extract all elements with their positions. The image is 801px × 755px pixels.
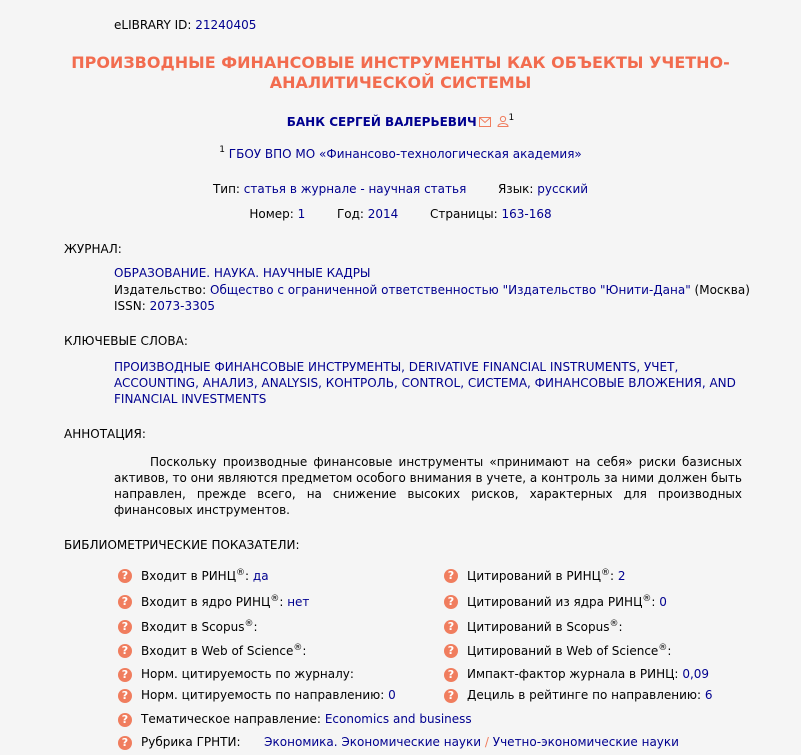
topic-label: Тематическое направление: (141, 712, 321, 726)
registered-mark: ® (609, 619, 619, 629)
registered-mark: ® (642, 594, 652, 604)
registered-mark: ® (601, 568, 610, 578)
question-icon[interactable]: ? (118, 713, 132, 727)
journal-name (114, 266, 371, 280)
journal-link[interactable]: ОБРАЗОВАНИЕ. НАУКА. НАУЧНЫЕ КАДРЫ (114, 266, 371, 280)
metric-text: Входит в Web of Science®: (141, 643, 307, 658)
metric-label: Импакт-фактор журнала в РИНЦ: (467, 667, 679, 681)
registered-mark: ® (244, 619, 254, 629)
metric-text (141, 688, 396, 702)
type-label: Тип: (212, 182, 240, 196)
elibrary-id-value: 21240405 (195, 18, 257, 32)
person-icon[interactable] (497, 115, 509, 130)
elibrary-id-label: eLIBRARY ID: (114, 18, 192, 32)
metric-value[interactable]: 6 (704, 688, 713, 702)
metric-value[interactable]: 2 (617, 569, 626, 583)
question-icon[interactable]: ? (118, 620, 132, 634)
question-icon[interactable]: ? (118, 689, 132, 703)
pages-value: 163-168 (501, 207, 552, 221)
affiliation-sup: 1 (219, 145, 225, 155)
author-line (0, 114, 801, 130)
question-icon[interactable]: ? (118, 668, 132, 682)
question-icon[interactable]: ? (444, 689, 458, 703)
type-language-line (0, 182, 801, 196)
metric-text: Цитирований в Scopus®: (467, 619, 623, 634)
metric-text (141, 667, 354, 681)
question-icon[interactable]: ? (118, 644, 132, 658)
abstract-text: Поскольку производные финансовые инструменты «принимают на себя» риски базисных активов, то они являются предметом особого внимания в учете, а контроль за ними должен быть направлен, прежде всего, на снижение высоких рисков, характерных для производных финансовых инструментов. (114, 455, 742, 517)
issn-label: ISSN: (114, 299, 146, 313)
question-icon[interactable]: ? (444, 620, 458, 634)
metric-label: Норм. цитируемость по журналу: (141, 667, 354, 681)
metric-value[interactable]: да (252, 569, 269, 583)
metric-text (467, 688, 713, 702)
metric-label: Цитирований в Scopus (467, 620, 610, 634)
metric-label: Цитирований в РИНЦ (467, 569, 601, 583)
topic-value[interactable]: Economics and business (324, 712, 472, 726)
keywords-list[interactable]: ПРОИЗВОДНЫЕ ФИНАНСОВЫЕ ИНСТРУМЕНТЫ, DERIVATIVE FINANCIAL INSTRUMENTS, УЧЕТ, ACCOUNTING, АНАЛИЗ, ANALYSIS, КОНТРОЛЬ, CONTROL, СИСТЕМА, ФИНАНСОВЫЕ ВЛОЖЕНИЯ, AND FINANCIAL INVESTMENTS (114, 360, 736, 406)
metric-value[interactable]: 0 (659, 595, 667, 609)
language-label: Язык: (497, 182, 534, 196)
metric-text: Цитирований в Web of Science®: (467, 643, 672, 658)
question-icon[interactable]: ? (118, 569, 132, 583)
metric-label: Входит в РИНЦ (141, 569, 237, 583)
metric-value[interactable]: 0 (388, 688, 396, 702)
metric-value[interactable]: нет (287, 595, 310, 609)
question-icon[interactable]: ? (444, 595, 458, 609)
question-icon[interactable]: ? (118, 595, 132, 609)
grnti-separator: / (484, 735, 489, 749)
metric-label: Норм. цитируемость по направлению: (141, 688, 385, 702)
pages-label: Страницы: (429, 207, 498, 221)
grnti-value-1[interactable]: Экономика. Экономические науки (264, 735, 482, 749)
affiliation-line (0, 146, 801, 161)
metric-label: Дециль в рейтинге по направлению: (467, 688, 702, 702)
metric-text: Входит в РИНЦ®: да (141, 568, 269, 583)
metric-text (467, 667, 709, 681)
metric-label: Входит в Scopus (141, 620, 245, 634)
metric-text: Цитирований из ядра РИНЦ®: 0 (467, 594, 667, 609)
elibrary-id-line (114, 18, 256, 32)
issn-value: 2073-3305 (149, 299, 216, 313)
metric-text: Входит в ядро РИНЦ®: нет (141, 594, 310, 609)
article-title: ПРОИЗВОДНЫЕ ФИНАНСОВЫЕ ИНСТРУМЕНТЫ КАК ОБЪЕКТЫ УЧЕТНО-АНАЛИТИЧЕСКОЙ СИСТЕМЫ (71, 53, 730, 92)
publisher-link[interactable]: Общество с ограниченной ответственностью "Издательство "Юнити-Дана" (210, 283, 691, 297)
language-value: русский (537, 182, 589, 196)
question-icon[interactable]: ? (118, 736, 132, 750)
question-icon[interactable]: ? (444, 569, 458, 583)
author-name[interactable]: БАНК СЕРГЕЙ ВАЛЕРЬЕВИЧ (286, 115, 477, 129)
issn-line (114, 299, 215, 313)
registered-mark: ® (658, 643, 668, 653)
publisher-city: (Москва) (694, 283, 750, 297)
metric-label: Цитирований из ядра РИНЦ (467, 595, 643, 609)
registered-mark: ® (293, 643, 303, 653)
metric-value[interactable]: 0,09 (682, 667, 710, 681)
issue-line (0, 207, 801, 221)
author-affiliation-sup: 1 (508, 113, 515, 123)
year-label: Год: (336, 207, 364, 221)
affiliation-name[interactable]: ГБОУ ВПО МО «Финансово-технологическая академия» (228, 147, 582, 161)
journal-heading: ЖУРНАЛ: (64, 242, 122, 256)
envelope-icon[interactable] (479, 116, 491, 130)
metric-label: Входит в Web of Science (141, 644, 294, 658)
grnti-label: Рубрика ГРНТИ: (141, 735, 241, 749)
abstract-heading: АННОТАЦИЯ: (64, 427, 146, 441)
bibliometrics-heading: БИБЛИОМЕТРИЧЕСКИЕ ПОКАЗАТЕЛИ: (64, 538, 300, 552)
metric-text: Цитирований в РИНЦ®: 2 (467, 568, 626, 583)
registered-mark: ® (270, 594, 280, 604)
publisher-line (114, 283, 750, 297)
keywords-heading: КЛЮЧЕВЫЕ СЛОВА: (64, 334, 188, 348)
grnti-value-2[interactable]: Учетно-экономические науки (492, 735, 679, 749)
question-icon[interactable]: ? (444, 668, 458, 682)
type-value: статья в журнале - научная статья (243, 182, 467, 196)
year-value: 2014 (367, 207, 399, 221)
metric-label: Цитирований в Web of Science (467, 644, 659, 658)
publisher-label: Издательство: (114, 283, 207, 297)
registered-mark: ® (236, 568, 246, 578)
metric-label: Входит в ядро РИНЦ (141, 595, 271, 609)
question-icon[interactable]: ? (444, 644, 458, 658)
metric-text: Входит в Scopus®: (141, 619, 258, 634)
number-label: Номер: (249, 207, 294, 221)
number-value[interactable]: 1 (297, 207, 306, 221)
